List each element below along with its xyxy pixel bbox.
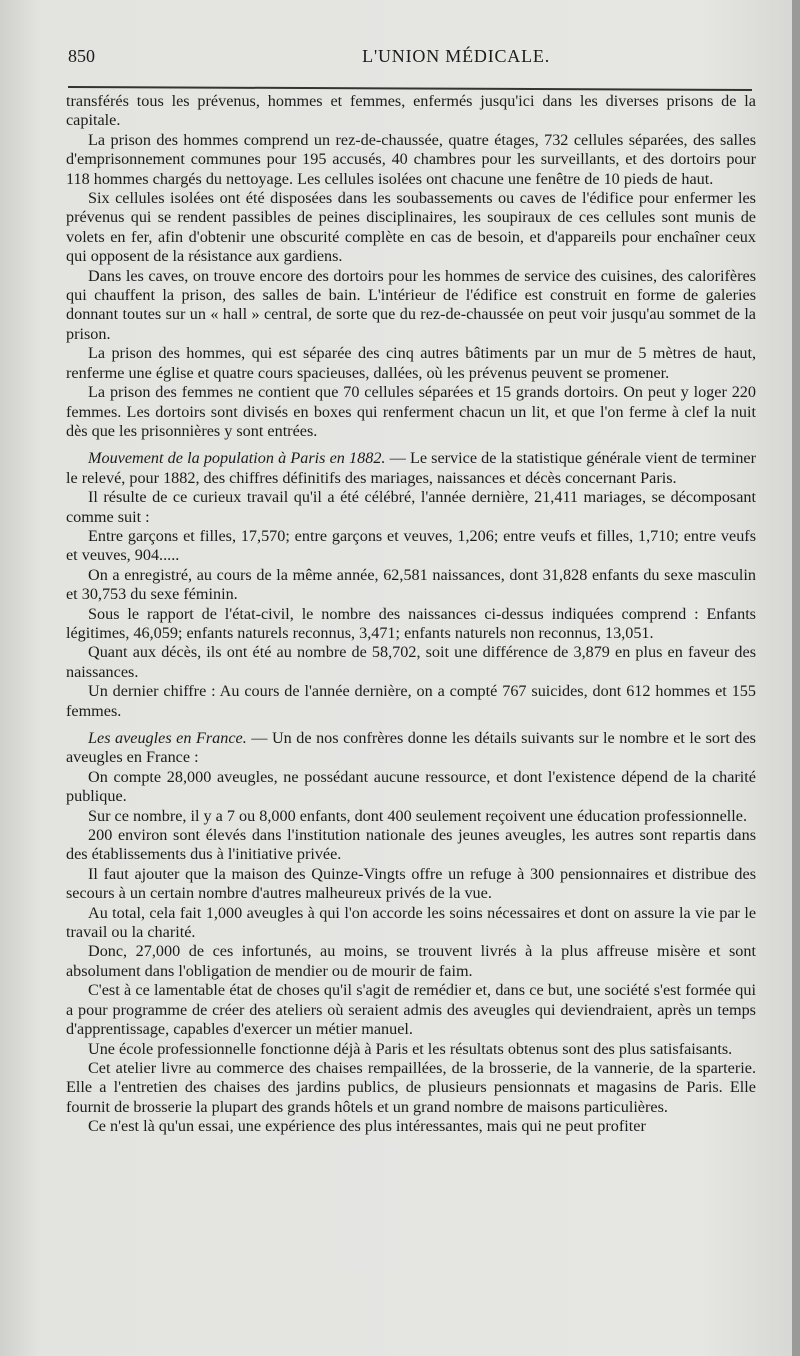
paragraph: On compte 28,000 aveugles, ne possédant aucune ressource, et dont l'existence dépend de la charité publique.	[66, 767, 756, 806]
paragraph: Ce n'est là qu'un essai, une expérience des plus intéressantes, mais qui ne peut profiter	[88, 1117, 646, 1136]
header-rule	[68, 86, 752, 91]
paragraph: Sous le rapport de l'état-civil, le nombre des naissances ci-dessus indiquées comprend : Enfants légitimes, 46,059; enfants naturels reconnus, 3,471; enfants naturels non reconnus, 13,051.	[66, 604, 756, 642]
paragraph: C'est à ce lamentable état de choses qu'il s'agit de remédier et, dans ce but, une société s'est formée qui a pour programme de créer des ateliers où seraient admis des aveugles qui deviendraient, après un temps d'apprentissage, capables d'exercer un métier manuel.	[66, 981, 756, 1039]
paragraph: Donc, 27,000 de ces infortunés, au moins, se trouvent livrés à la plus affreuse misère et sont absolument dans l'obligation de mendier ou de mourir de faim.	[66, 942, 756, 980]
article-body	[66, 92, 756, 1137]
paragraph: Il résulte de ce curieux travail qu'il a été célébré, l'année dernière, 21,411 mariages, se décomposant comme suit :	[66, 488, 756, 526]
journal-title: L'UNION MÉDICALE.	[362, 46, 550, 66]
page-number: 850	[68, 46, 95, 66]
section-aveugles	[66, 729, 756, 768]
paragraph: La prison des hommes comprend un rez-de-chaussée, quatre étages, 732 cellules séparées, des salles d'emprisonnement communes pour 195 accusés, 40 chambres pour les surveillants, et des dortoirs pour 118 hommes chargés du nettoyage. Les cellules isolées ont chacune une fenêtre de 10 pieds de haut.	[66, 130, 756, 188]
paragraph: Il faut ajouter que la maison des Quinze-Vingts offre un refuge à 300 pensionnaires et distribue des secours à un certain nombre d'autres malheureux privés de la vue.	[66, 864, 756, 903]
section-intro: — Le service de la statistique générale vient de terminer le relevé, pour 1882, des chiffres définitifs des mariages, naissances et décès concernant Paris.	[66, 449, 756, 487]
paragraph: La prison des femmes ne contient que 70 cellules séparées et 15 grands dortoirs. On peut y loger 220 femmes. Les dortoirs sont divisés en boxes qui renferment chacun un lit, et que l'on ferme à clef la nuit dès que les prisonnières y sont entrées.	[66, 383, 756, 440]
paragraph: Entre garçons et filles, 17,570; entre garçons et veuves, 1,206; entre veufs et filles, 1,710; entre veufs et veuves, 904.....	[66, 526, 756, 565]
paragraph: Un dernier chiffre : Au cours de l'année dernière, on a compté 767 suicides, dont 612 hommes et 155 femmes.	[66, 682, 756, 720]
paragraph: La prison des hommes, qui est séparée des cinq autres bâtiments par un mur de 5 mètres de haut, renferme une église et quatre cours spacieuses, dallées, où les prévenus peuvent se promener.	[66, 344, 756, 382]
paragraph: Quant aux décès, ils ont été au nombre de 58,702, soit une différence de 3,879 en plus en faveur des naissances.	[66, 643, 756, 681]
paragraph: transférés tous les prévenus, hommes et femmes, enfermés jusqu'ici dans les diverses prisons de la capitale.	[66, 92, 756, 130]
section-population	[66, 449, 756, 488]
section-title: Mouvement de la population à Paris en 1882.	[88, 449, 386, 468]
paragraph: 200 environ sont élevés dans l'institution nationale des jeunes aveugles, les autres sont repartis dans des établissements dus à l'initiative privée.	[66, 826, 756, 864]
section-intro: — Un de nos confrères donne les détails suivants sur le nombre et le sort des aveugles en France :	[66, 729, 756, 767]
running-header	[68, 46, 750, 76]
paragraph: Une école professionnelle fonctionne déjà à Paris et les résultats obtenus sont des plus satisfaisants.	[88, 1039, 733, 1058]
paragraph: Dans les caves, on trouve encore des dortoirs pour les hommes de service des cuisines, des calorifères qui chauffent la prison, des salles de bain. L'intérieur de l'édifice est construit en forme de galeries donnant toutes sur un « hall » central, de sorte que du rez-de-chaussée on peut voir jusqu'au sommet de la prison.	[66, 266, 756, 343]
paragraph: Cet atelier livre au commerce des chaises rempaillées, de la brosserie, de la vannerie, de la sparterie. Elle a l'entretien des chaises des jardins publics, de plusieurs pensionnats et magasins de Paris. Elle fournit de brosserie la plupart des grands hôtels et un grand nombre de maisons particulières.	[66, 1058, 756, 1116]
paragraph: On a enregistré, au cours de la même année, 62,581 naissances, dont 31,828 enfants du sexe masculin et 30,753 du sexe féminin.	[66, 565, 756, 604]
paragraph: Au total, cela fait 1,000 aveugles à qui l'on accorde les soins nécessaires et dont on assure la vie par le travail ou la charité.	[66, 903, 756, 942]
page-edge	[792, 0, 800, 1356]
paragraph: Six cellules isolées ont été disposées dans les soubassements ou caves de l'édifice pour enfermer les prévenus qui se rendent passibles de peines disciplinaires, les soupiraux de ces cellules sont munis de volets en fer, afin d'obtenir une obscurité complète en cas de besoin, et d'appareils pour enchaîner ceux qui opposent de la résistance aux gardiens.	[66, 189, 756, 266]
paragraph: Sur ce nombre, il y a 7 ou 8,000 enfants, dont 400 seulement reçoivent une éducation professionnelle.	[88, 806, 748, 825]
section-title: Les aveugles en France.	[88, 729, 247, 747]
